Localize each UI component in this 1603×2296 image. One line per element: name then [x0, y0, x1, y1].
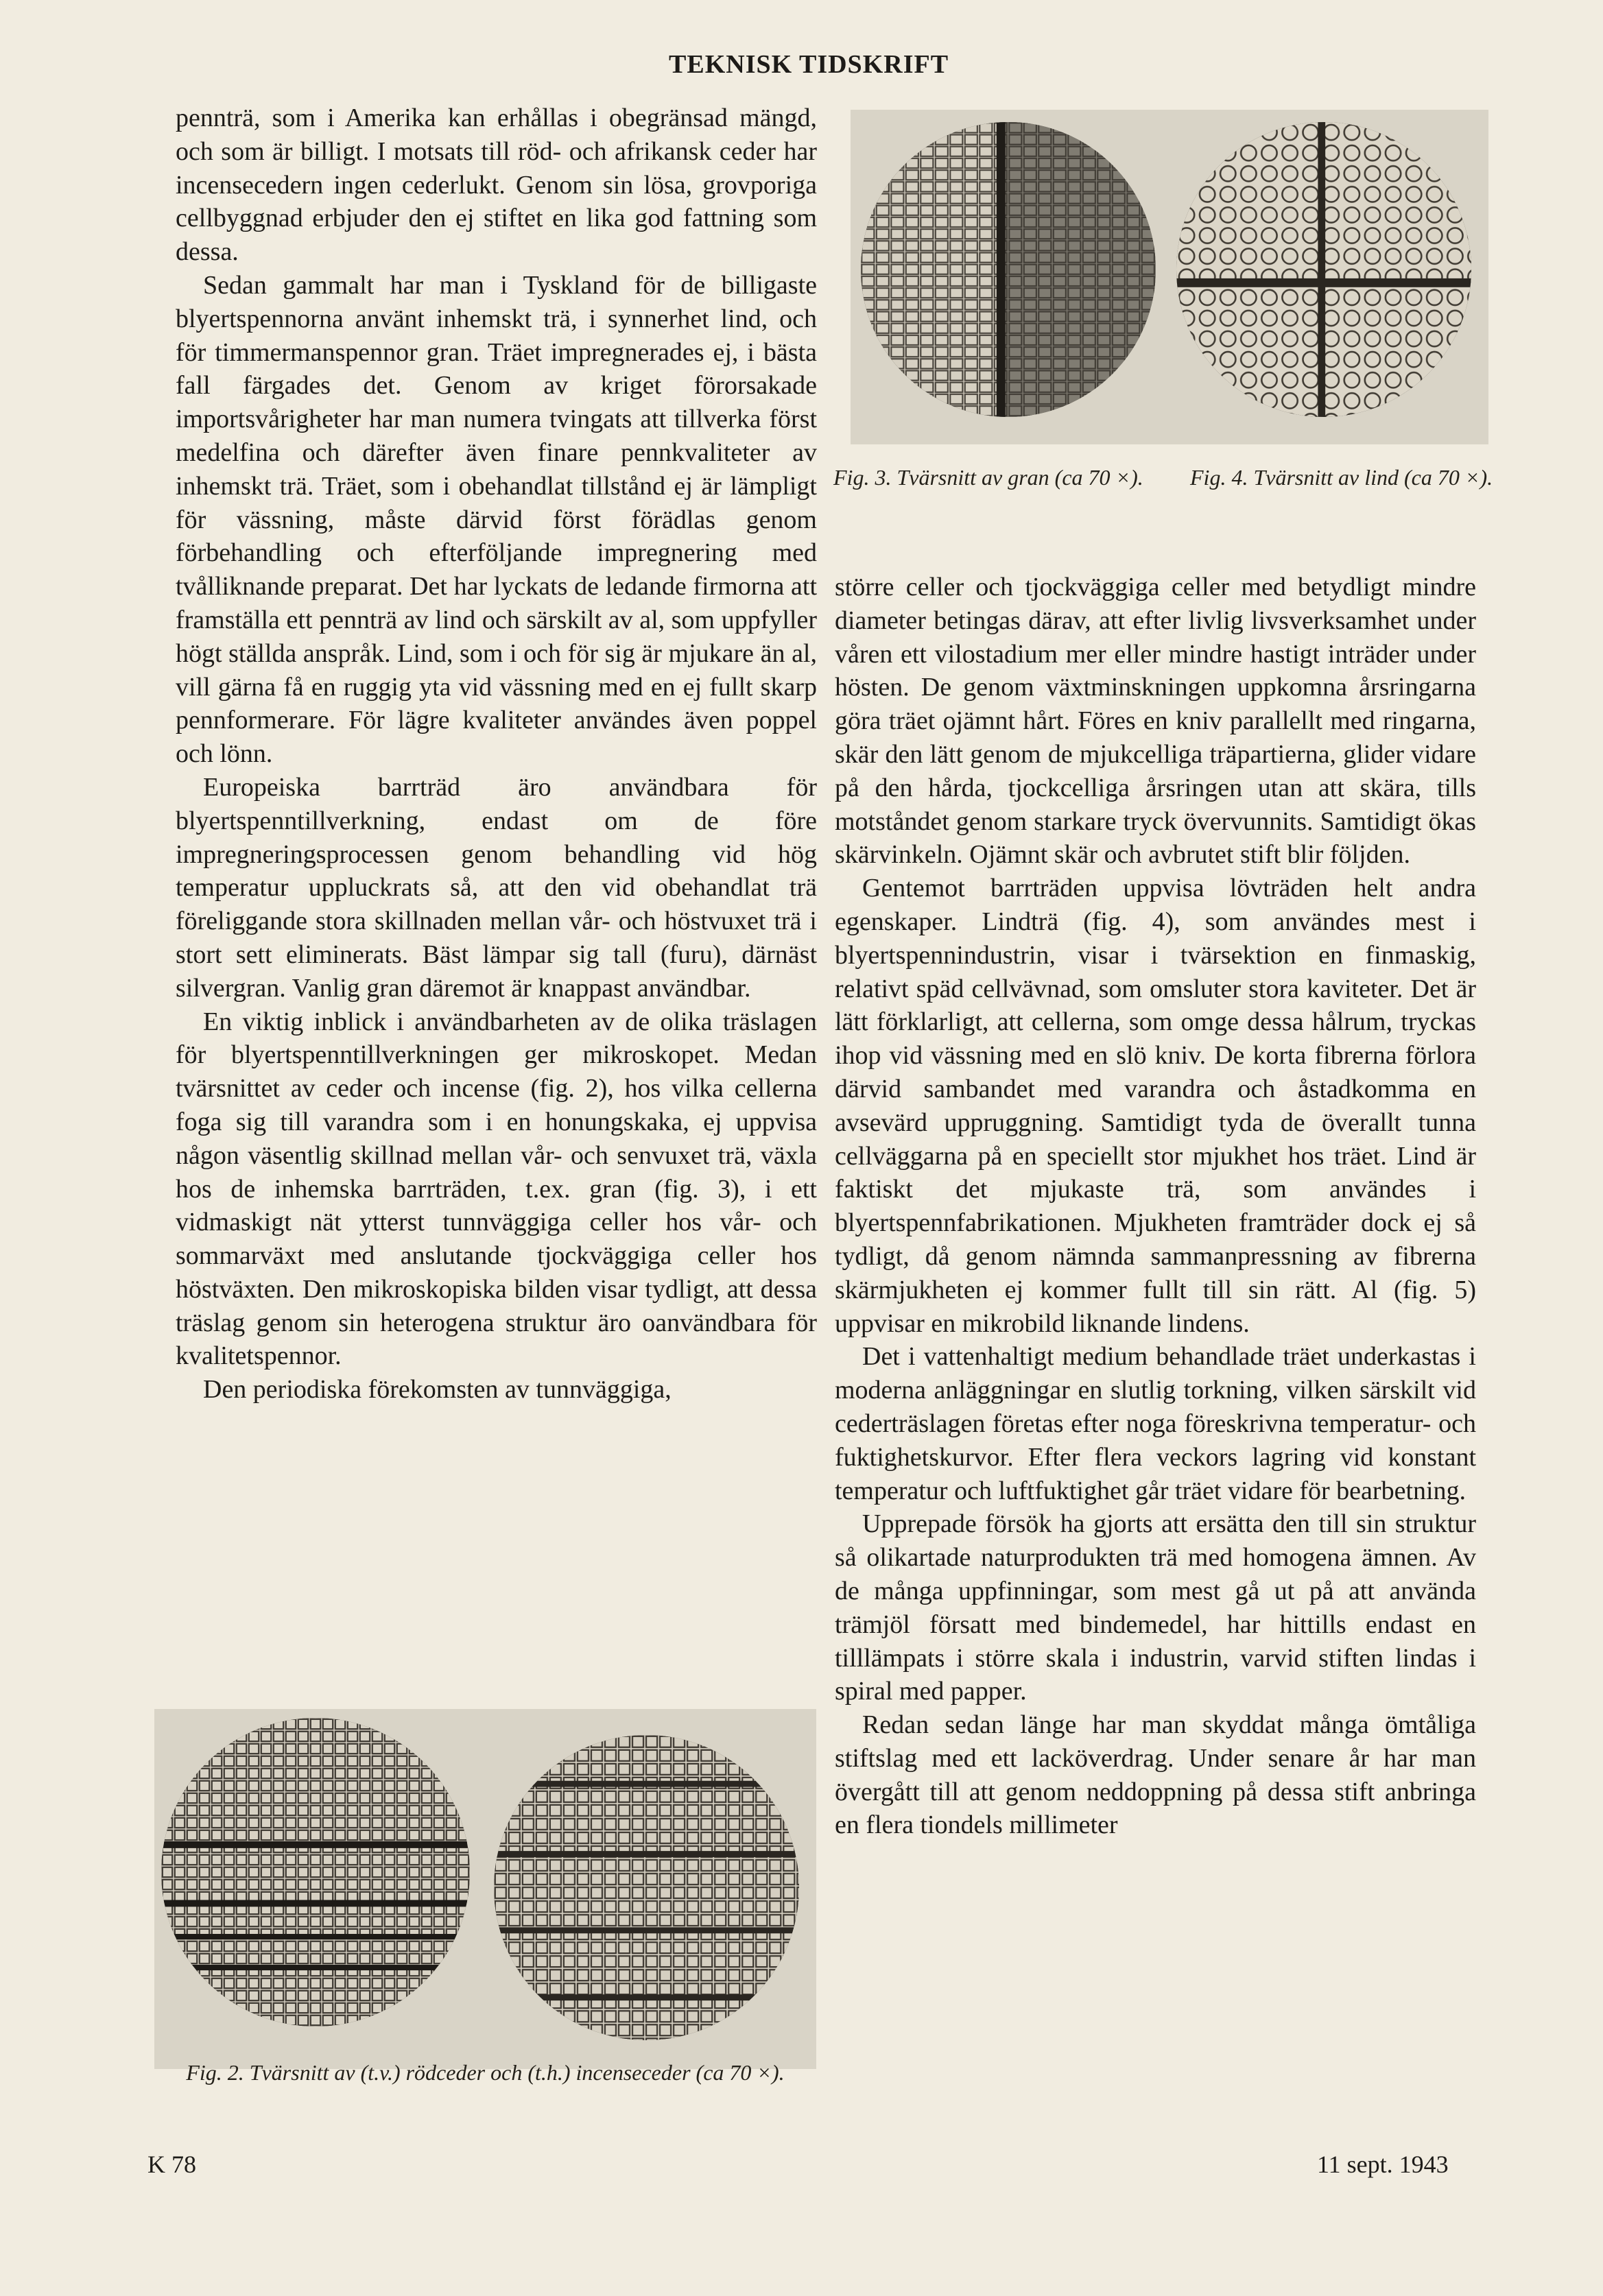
fig2-left-micrograph — [161, 1718, 470, 2026]
page-number: K 78 — [147, 2151, 196, 2178]
paragraph: Upprepade försök ha gjorts att ersätta den till sin struktur så olikartade naturprodukten trä med homogena ämnen. Av de många uppfinningar, som mest gå ut på att använda trämjöl försatt med bindemedel, har hittills endast en tilllämpats i större skala i industrin, varvid stiften lindas i spiral med papper. — [835, 1509, 1476, 1706]
paragraph: Sedan gammalt har man i Tyskland för de billigaste blyertspennorna använt inhemskt trä, i synnerhet lind, och för timmermanspennor gran. Träet impregnerades ej, i bästa fall färgades det. Genom av kriget förorsakade importsvårigheter har man numera tvingats att tillverka först medelfina och därefter även finare pennkvaliteter av inhemskt trä. Träet, som i obehandlat tillstånd ej är lämpligt för vässning, måste därvid först förädlas genom förbehandling och efterföljande impregnering med tvålliknande preparat. Det har lyckats de ledande firmorna att framställa ett pennträ av lind och särskilt av al, som uppfyller högt ställda anspråk. Lind, som i och för sig är mjukare än al, vill gärna få en ruggig yta vid vässning med en ej fullt skarp pennformerare. För lägre kvaliteter användes även poppel och lönn. — [176, 270, 817, 769]
paragraph: Redan sedan länge har man skyddat många ömtåliga stiftslag med ett lacköverdrag. Under senare år har man övergått till att genom neddoppning på dessa stift anbringa en flera tiondels millimeter — [835, 1710, 1476, 1840]
fig4-caption: Fig. 4. Tvärsnitt av lind (ca 70 ×). — [1190, 465, 1493, 490]
fig2-caption: Fig. 2. Tvärsnitt av (t.v.) rödceder och (t.h.) incenseceder (ca 70 ×). — [186, 2060, 785, 2085]
right-column — [835, 571, 1476, 1842]
paragraph: Europeiska barrträd äro användbara för blyertspenntillverkning, endast om de före impregneringsprocessen genom behandling vid hög temperatur uppluckrats så, att den vid obehandlat trä föreliggande stora skillnaden mellan vår- och höstvuxet trä i stort sett eliminerats. Bäst lämpar sig tall (furu), därnäst silvergran. Vanlig gran däremot är knappast användbar. — [176, 772, 817, 1003]
fig3-micrograph — [861, 122, 1156, 417]
running-head: TEKNISK TIDSKRIFT — [669, 50, 949, 79]
paragraph: Den periodiska förekomsten av tunnväggiga, — [203, 1375, 672, 1404]
paragraph: Det i vattenhaltigt medium behandlade träet underkastas i moderna anläggningar en slutlig torkning, vilken särskilt vid cederträslagen företas efter noga föreskrivna temperatur- och fuktighetskurvor. Efter flera veckors lagring vid konstant temperatur och luftfuktighet går träet vidare för bearbetning. — [835, 1342, 1476, 1505]
fig4-micrograph — [1176, 122, 1471, 417]
left-column — [176, 101, 817, 1407]
fig2-right-micrograph — [494, 1735, 799, 2040]
issue-date: 11 sept. 1943 — [1317, 2151, 1449, 2178]
paragraph: En viktig inblick i användbarheten av de olika träslagen för blyertspenntillverkningen ger mikroskopet. Medan tvärsnittet av ceder och incense (fig. 2), hos vilka cellerna foga sig till varandra som i en honungskaka, ej uppvisa någon väsentlig skillnad mellan vår- och senvuxet trä, växla hos de inhemska barrträden, t.ex. gran (fig. 3), i ett vidmaskigt nät ytterst tunnväggiga celler hos vår- och sommarväxt med anslutande tjockväggiga celler hos höstväxten. Den mikroskopiska bilden visar tydligt, att dessa träslag genom sin heterogena struktur äro oanvändbara för kvalitetspennor. — [176, 1007, 817, 1371]
paragraph: pennträ, som i Amerika kan erhållas i obegränsad mängd, och som är billigt. I motsats till röd- och afrikansk ceder har incensecedern ingen cederlukt. Genom sin lösa, grovporiga cellbyggnad erbjuder den ej stiftet en lika god fattning som dessa. — [176, 104, 817, 267]
paragraph: större celler och tjockväggiga celler med betydligt mindre diameter betingas därav, att efter livlig livsverksamhet under våren ett vilostadium mer eller mindre hastigt inträder under hösten. De genom växtminskningen uppkomna årsringarna göra träet ojämnt hårt. Föres en kniv parallellt med ringarna, skär den lätt genom de mjukcelliga träpartierna, glider vidare på den hårda, tjockcelliga årsringen utan att skära, tills motståndet genom starkare tryck övervunnits. Samtidigt ökas skärvinkeln. Ojämnt skär och avbrutet stift blir följden. — [835, 573, 1476, 870]
paragraph: Gentemot barrträden uppvisa lövträden helt andra egenskaper. Lindträ (fig. 4), som användes mest i blyertspennindustrin, visar i tvärsektion en finmaskig, relativt späd cellvävnad, som omsluter stora kaviteter. Det är lätt förklarligt, att cellerna, som omge dessa hålrum, tryckas ihop vid vässning med en slö kniv. De korta fibrerna förlora därvid sambandet med varandra och åstadkomma en avsevärd uppruggning. Samtidigt tyda de överallt tunna cellväggarna på en speciellt stor mjukhet hos träet. Lind är faktiskt det mjukaste trä, som användes i blyertspennfabrikationen. Mjukheten framträder dock ej så tydligt, då genom nämnda sammanpressning av fibrerna skärmjukheten ej kommer fullt till sin rätt. Al (fig. 5) uppvisar en mikrobild liknande lindens. — [835, 874, 1476, 1338]
fig3-caption: Fig. 3. Tvärsnitt av gran (ca 70 ×). — [833, 465, 1143, 490]
